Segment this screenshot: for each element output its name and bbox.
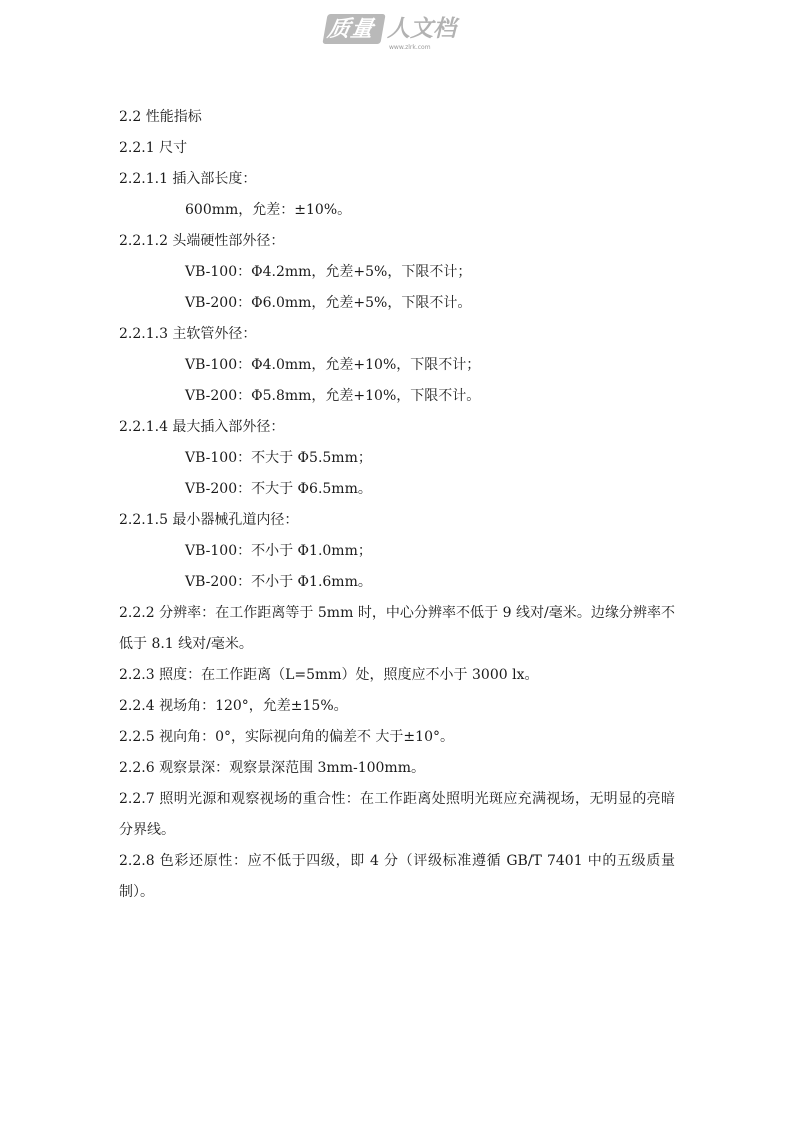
site-logo: [0, 12, 792, 56]
spec-heading: 2.2.1.2 头端硬性部外径：: [119, 233, 285, 249]
spec-value: 600mm，允差：±10%。: [185, 202, 352, 218]
spec-value: VB-100：Φ4.2mm，允差+5%，下限不计；: [185, 264, 472, 280]
spec-heading: 2.2.1.4 最大插入部外径：: [119, 419, 285, 435]
spec-value: VB-100：不大于 Φ5.5mm；: [185, 450, 372, 466]
spec-value: VB-200：Φ6.0mm，允差+5%，下限不计。: [185, 295, 472, 311]
spec-value: VB-200：不大于 Φ6.5mm。: [185, 481, 372, 497]
spec-heading: 2.2.1.3 主软管外径：: [119, 326, 257, 342]
depth-of-field-line: 2.2.6 观察景深：观察景深范围 3mm-100mm。: [119, 760, 425, 776]
spec-heading: 2.2.1.1 插入部长度：: [119, 171, 257, 187]
spec-value: VB-100：不小于 Φ1.0mm；: [185, 543, 372, 559]
illuminance-line: 2.2.3 照度：在工作距离（L=5mm）处，照度应不小于 3000 lx。: [119, 667, 539, 683]
color-reproduction-paragraph: 2.2.8 色彩还原性：应不低于四级，即 4 分（评级标准遵循 GB/T 7401 中的五级质量制）。: [119, 853, 675, 900]
illumination-overlap-paragraph: 2.2.7 照明光源和观察视场的重合性：在工作距离处照明光斑应充满视场，无明显的亮暗分界线。: [119, 791, 675, 838]
field-of-view-line: 2.2.4 视场角：120°，允差±15%。: [119, 698, 348, 714]
resolution-paragraph: 2.2.2 分辨率：在工作距离等于 5mm 时，中心分辨率不低于 9 线对/毫米。边缘分辨率不低于 8.1 线对/毫米。: [119, 605, 675, 652]
spec-value: VB-200：Φ5.8mm，允差+10%，下限不计。: [185, 388, 481, 404]
logo-badge: [322, 14, 385, 44]
logo-badge-text: 质量: [325, 17, 377, 42]
direction-of-view-line: 2.2.5 视向角：0°，实际视向角的偏差不 大于±10°。: [119, 729, 454, 745]
logo-url: www.zlrk.com: [389, 44, 431, 51]
spec-heading: 2.2.1.5 最小器械孔道内径：: [119, 512, 299, 528]
logo-wordmark: 人文档: [387, 16, 456, 42]
spec-value: VB-100：Φ4.0mm，允差+10%，下限不计；: [185, 357, 481, 373]
subsection-heading: 2.2.1 尺寸: [119, 140, 188, 156]
logo-mark: [325, 12, 465, 56]
document-body: [119, 102, 675, 908]
section-heading: 2.2 性能指标: [119, 109, 202, 125]
spec-value: VB-200：不小于 Φ1.6mm。: [185, 574, 372, 590]
